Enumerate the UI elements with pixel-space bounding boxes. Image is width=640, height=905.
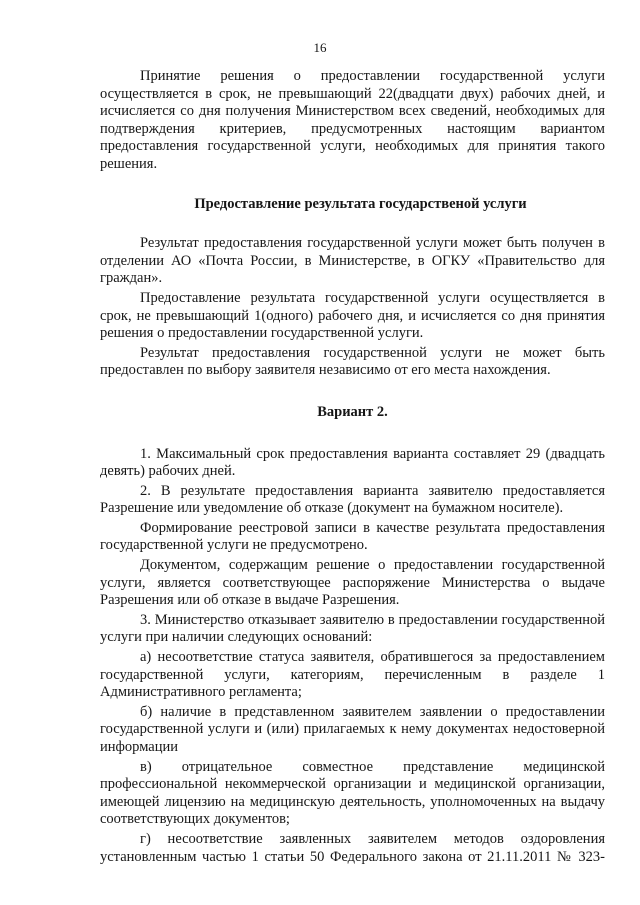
paragraph-ground-b: б) наличие в представленном заявителем заявлении о предоставлении государственной услуги и (или) прилагаемых к нему документах недостоверной информации [100,703,605,755]
paragraph-decision-term: Принятие решения о предоставлении государственной услуги осуществляется в срок, не превышающий 22(двадцати двух) рабочих дней, и исчисляется со дня получения Министерством всех сведений, необходимых для подтверждения критериев, предусмотренных настоящим вариантом предоставления государственной услуги, необходимых для принятия такого решения. [100,68,605,172]
paragraph-ground-v: в) отрицательное совместное представление медицинской профессиональной некоммерческой организации и медицинской организации, имеющей лицензию на медицинскую деятельность, уполномоченных на выдачу соответствующих документов; [100,758,605,828]
paragraph-item-2: 2. В результате предоставления варианта заявителю предоставляется Разрешение или уведомление об отказе (документ на бумажном носителе). [100,482,605,517]
document-body [100,68,605,866]
page-number: 16 [313,40,327,55]
paragraph-result-term: Предоставление результата государственной услуги осуществляется в срок, не превышающий 1(одного) рабочего дня, и исчисляется со дня принятия решения о предоставлении государственной услуги. [100,289,605,342]
paragraph-decision-document: Документом, содержащим решение о предоставлении государственной услуги, является соответствующее распоряжение Министерства о выдаче Разрешения или об отказе в выдаче Разрешения. [100,557,605,609]
paragraph-result-choice: Результат предоставления государственной услуги не может быть предоставлен по выбору заявителя независимо от его места нахождения. [100,344,605,379]
heading-result-provision: Предоставление результата государственой услуги [194,195,527,212]
paragraph-item-3: 3. Министерство отказывает заявителю в предоставлении государственной услуги при наличии следующих оснований: [100,611,605,646]
paragraph-ground-a: а) несоответствие статуса заявителя, обратившегося за предоставлением государственной услуги, категориям, перечисленным в разделе 1 Административного регламента; [100,649,605,701]
paragraph-registry-record: Формирование реестровой записи в качестве результата предоставления государственной услуги не предусмотрено. [100,519,605,554]
paragraph-result-receipt: Результат предоставления государственной услуги может быть получен в отделении АО «Почта России, в Министерстве, в ОГКУ «Правительство для граждан». [100,235,605,287]
heading-variant-2: Вариант 2. [317,403,388,420]
paragraph-ground-g: г) несоответствие заявленных заявителем методов оздоровления установленным частью 1 статьи 50 Федерального закона от 21.11.2011 № 323- [100,830,605,865]
paragraph-item-1: 1. Максимальный срок предоставления варианта составляет 29 (двадцать девять) рабочих дней. [100,445,605,480]
